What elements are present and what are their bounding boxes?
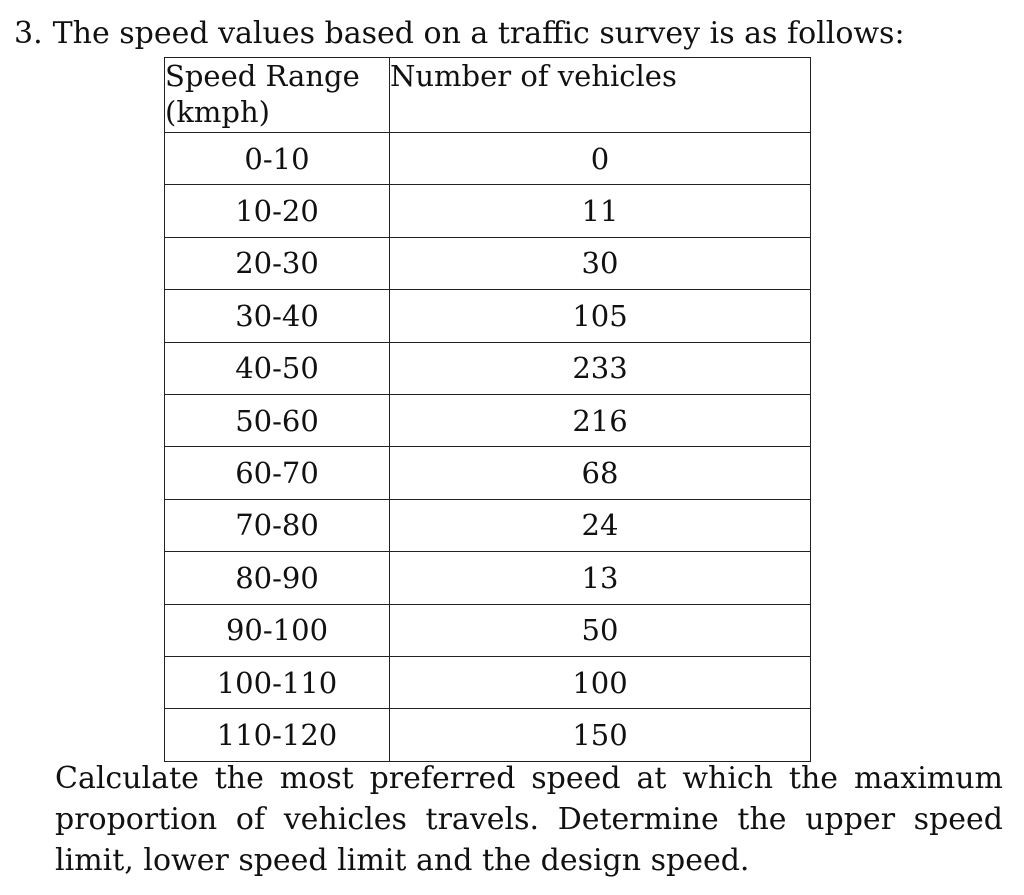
- vehicle-count-cell: 105: [390, 290, 811, 342]
- speed-range-cell: 60-70: [165, 447, 390, 499]
- vehicle-count-cell: 68: [390, 447, 811, 499]
- header-vehicle-count: Number of vehicles: [390, 58, 811, 133]
- vehicle-count-cell: 0: [390, 133, 811, 185]
- table-row: [165, 604, 811, 656]
- vehicle-count-cell: 216: [390, 394, 811, 446]
- table-row: [165, 552, 811, 604]
- table-row: [165, 342, 811, 394]
- speed-range-cell: 80-90: [165, 552, 390, 604]
- speed-range-cell: 90-100: [165, 604, 390, 656]
- vehicle-count-cell: 233: [390, 342, 811, 394]
- vehicle-count-cell: 30: [390, 237, 811, 289]
- vehicle-count-cell: 150: [390, 709, 811, 761]
- table-row: [165, 709, 811, 761]
- vehicle-count-cell: 100: [390, 656, 811, 708]
- question-intro: The speed values based on a traffic survey is as follows:: [52, 16, 905, 51]
- question-number: 3.: [14, 16, 43, 51]
- speed-range-cell: 30-40: [165, 290, 390, 342]
- speed-range-cell: 70-80: [165, 499, 390, 551]
- table-row: [165, 133, 811, 185]
- speed-range-cell: 50-60: [165, 394, 390, 446]
- table-body: [165, 133, 811, 762]
- speed-range-cell: 110-120: [165, 709, 390, 761]
- header-speed-line1: Speed Range: [165, 59, 360, 93]
- table-row: [165, 499, 811, 551]
- speed-range-cell: 0-10: [165, 133, 390, 185]
- question-task: Calculate the most preferred speed at which the maximum proportion of vehicles travels. Determine the upper speed limit, lower speed limit and the design speed.: [55, 761, 1003, 878]
- speed-survey-table: [164, 57, 811, 762]
- speed-range-cell: 40-50: [165, 342, 390, 394]
- speed-range-cell: 10-20: [165, 185, 390, 237]
- question-heading: [14, 14, 905, 54]
- header-speed-line2: (kmph): [165, 95, 270, 129]
- speed-range-cell: 20-30: [165, 237, 390, 289]
- table-row: [165, 237, 811, 289]
- vehicle-count-cell: 11: [390, 185, 811, 237]
- table-row: [165, 185, 811, 237]
- table-row: [165, 290, 811, 342]
- header-speed-range: [165, 58, 390, 133]
- speed-range-cell: 100-110: [165, 656, 390, 708]
- table-row: [165, 447, 811, 499]
- vehicle-count-cell: 50: [390, 604, 811, 656]
- vehicle-count-cell: 24: [390, 499, 811, 551]
- vehicle-count-cell: 13: [390, 552, 811, 604]
- table-row: [165, 656, 811, 708]
- table-row: [165, 394, 811, 446]
- table-header-row: [165, 58, 811, 133]
